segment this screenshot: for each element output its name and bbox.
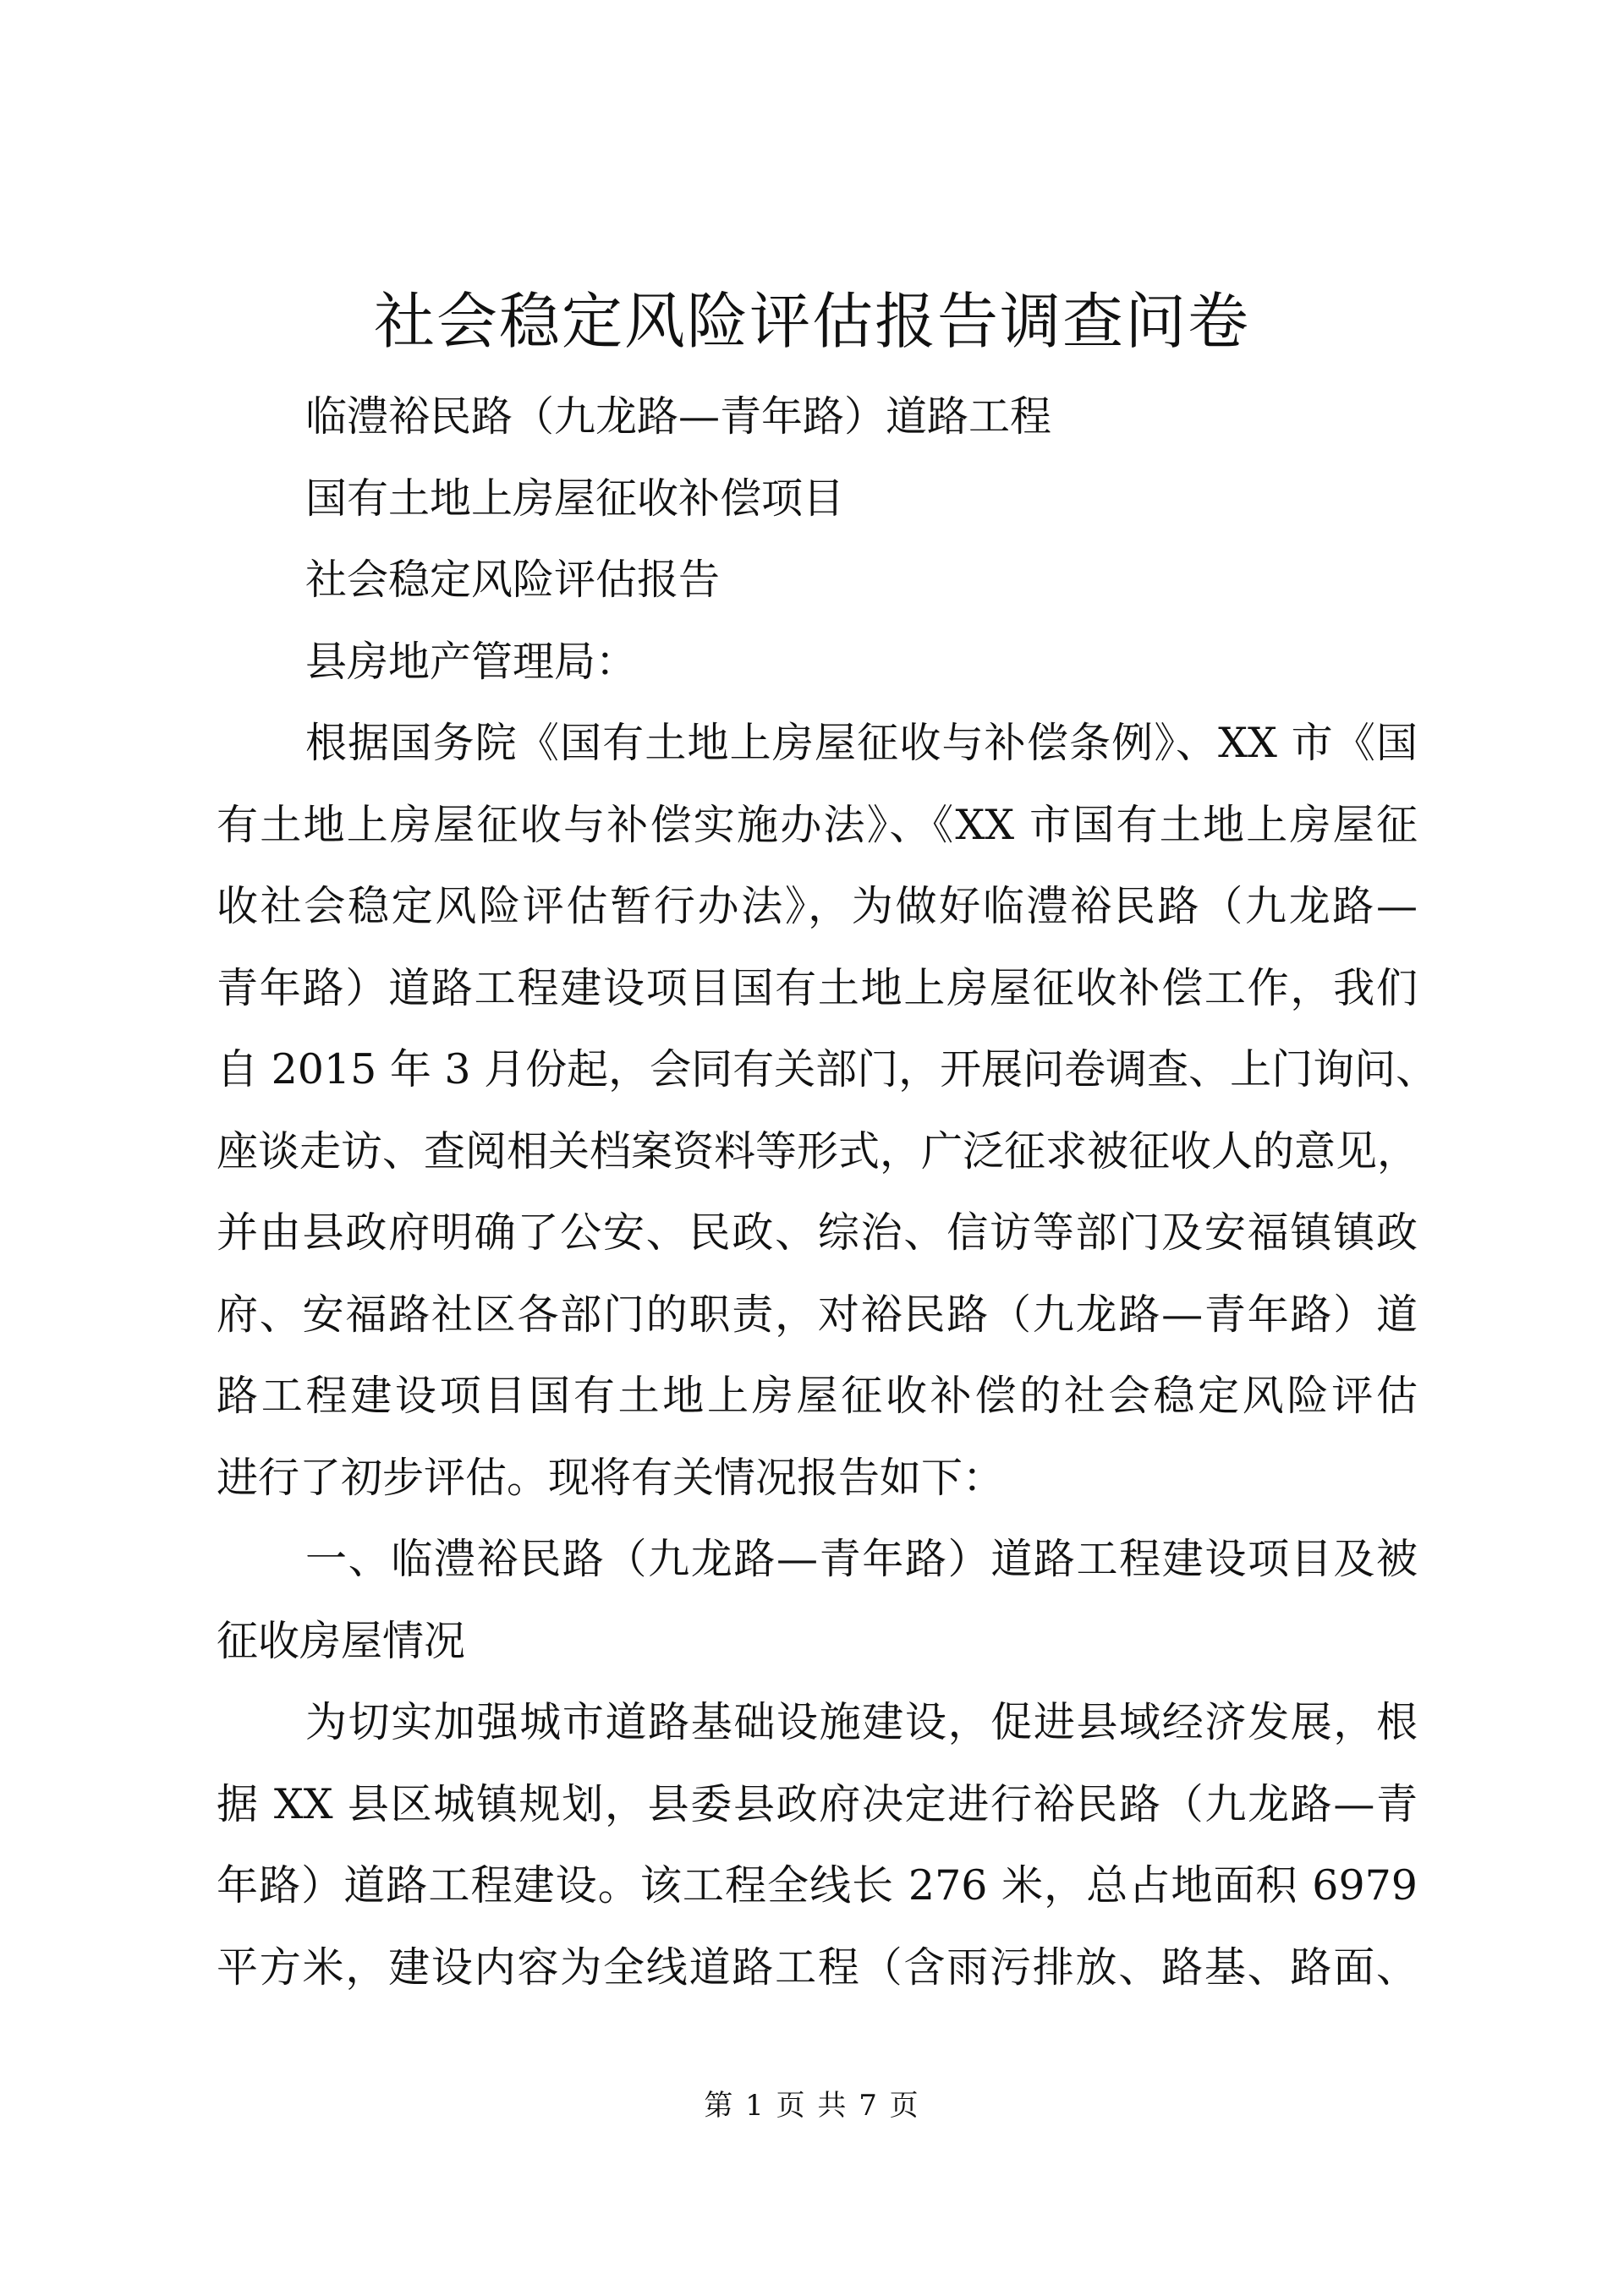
paragraph-line: 路工程建设项目国有土地上房屋征收补偿的社会稳定风险评估: [217, 1372, 1418, 1420]
paragraph-line: 根据国务院《国有土地上房屋征收与补偿条例》、XX 市《国: [305, 719, 1418, 767]
paragraph-line: 平方米，建设内容为全线道路工程（含雨污排放、路基、路面、: [217, 1943, 1418, 1992]
project-subtitle-line: 国有土地上房屋征收补偿项目: [305, 474, 845, 523]
paragraph-line: 并由县政府明确了公安、民政、综治、信访等部门及安福镇镇政: [217, 1208, 1418, 1257]
paragraph-line: 收社会稳定风险评估暂行办法》，为做好临澧裕民路（九龙路—: [217, 882, 1418, 930]
paragraph-line: 据 XX 县区城镇规划，县委县政府决定进行裕民路（九龙路—青: [217, 1779, 1418, 1828]
paragraph-line: 自 2015 年 3 月份起，会同有关部门，开展问卷调查、上门询问、: [217, 1045, 1438, 1093]
paragraph-line: 进行了初步评估。现将有关情况报告如下：: [217, 1453, 1005, 1502]
paragraph-line: 年路）道路工程建设。该工程全线长 276 米，总占地面积 6979: [217, 1861, 1418, 1910]
report-name-line: 社会稳定风险评估报告: [305, 556, 721, 604]
paragraph-line: 有土地上房屋征收与补偿实施办法》、《XX 市国有土地上房屋征: [217, 800, 1418, 849]
salutation-line: 县房地产管理局：: [305, 637, 638, 686]
paragraph-line: 青年路）道路工程建设项目国有土地上房屋征收补偿工作，我们: [217, 963, 1418, 1012]
section-heading-line: 征收房屋情况: [217, 1616, 466, 1665]
section-heading-line: 一、临澧裕民路（九龙路—青年路）道路工程建设项目及被: [305, 1535, 1418, 1583]
document-title: 社会稳定风险评估报告调查问卷: [373, 286, 1250, 357]
page-number-footer: 第 1 页 共 7 页: [704, 2089, 920, 2123]
paragraph-line: 座谈走访、查阅相关档案资料等形式，广泛征求被征收人的意见，: [217, 1126, 1419, 1175]
project-name-line: 临澧裕民路（九龙路—青年路）道路工程: [305, 392, 1052, 441]
paragraph-line: 府、安福路社区各部门的职责，对裕民路（九龙路—青年路）道: [217, 1290, 1418, 1339]
document-body: [217, 376, 1438, 2008]
paragraph-line: 为切实加强城市道路基础设施建设，促进县域经济发展，根: [305, 1698, 1418, 1746]
